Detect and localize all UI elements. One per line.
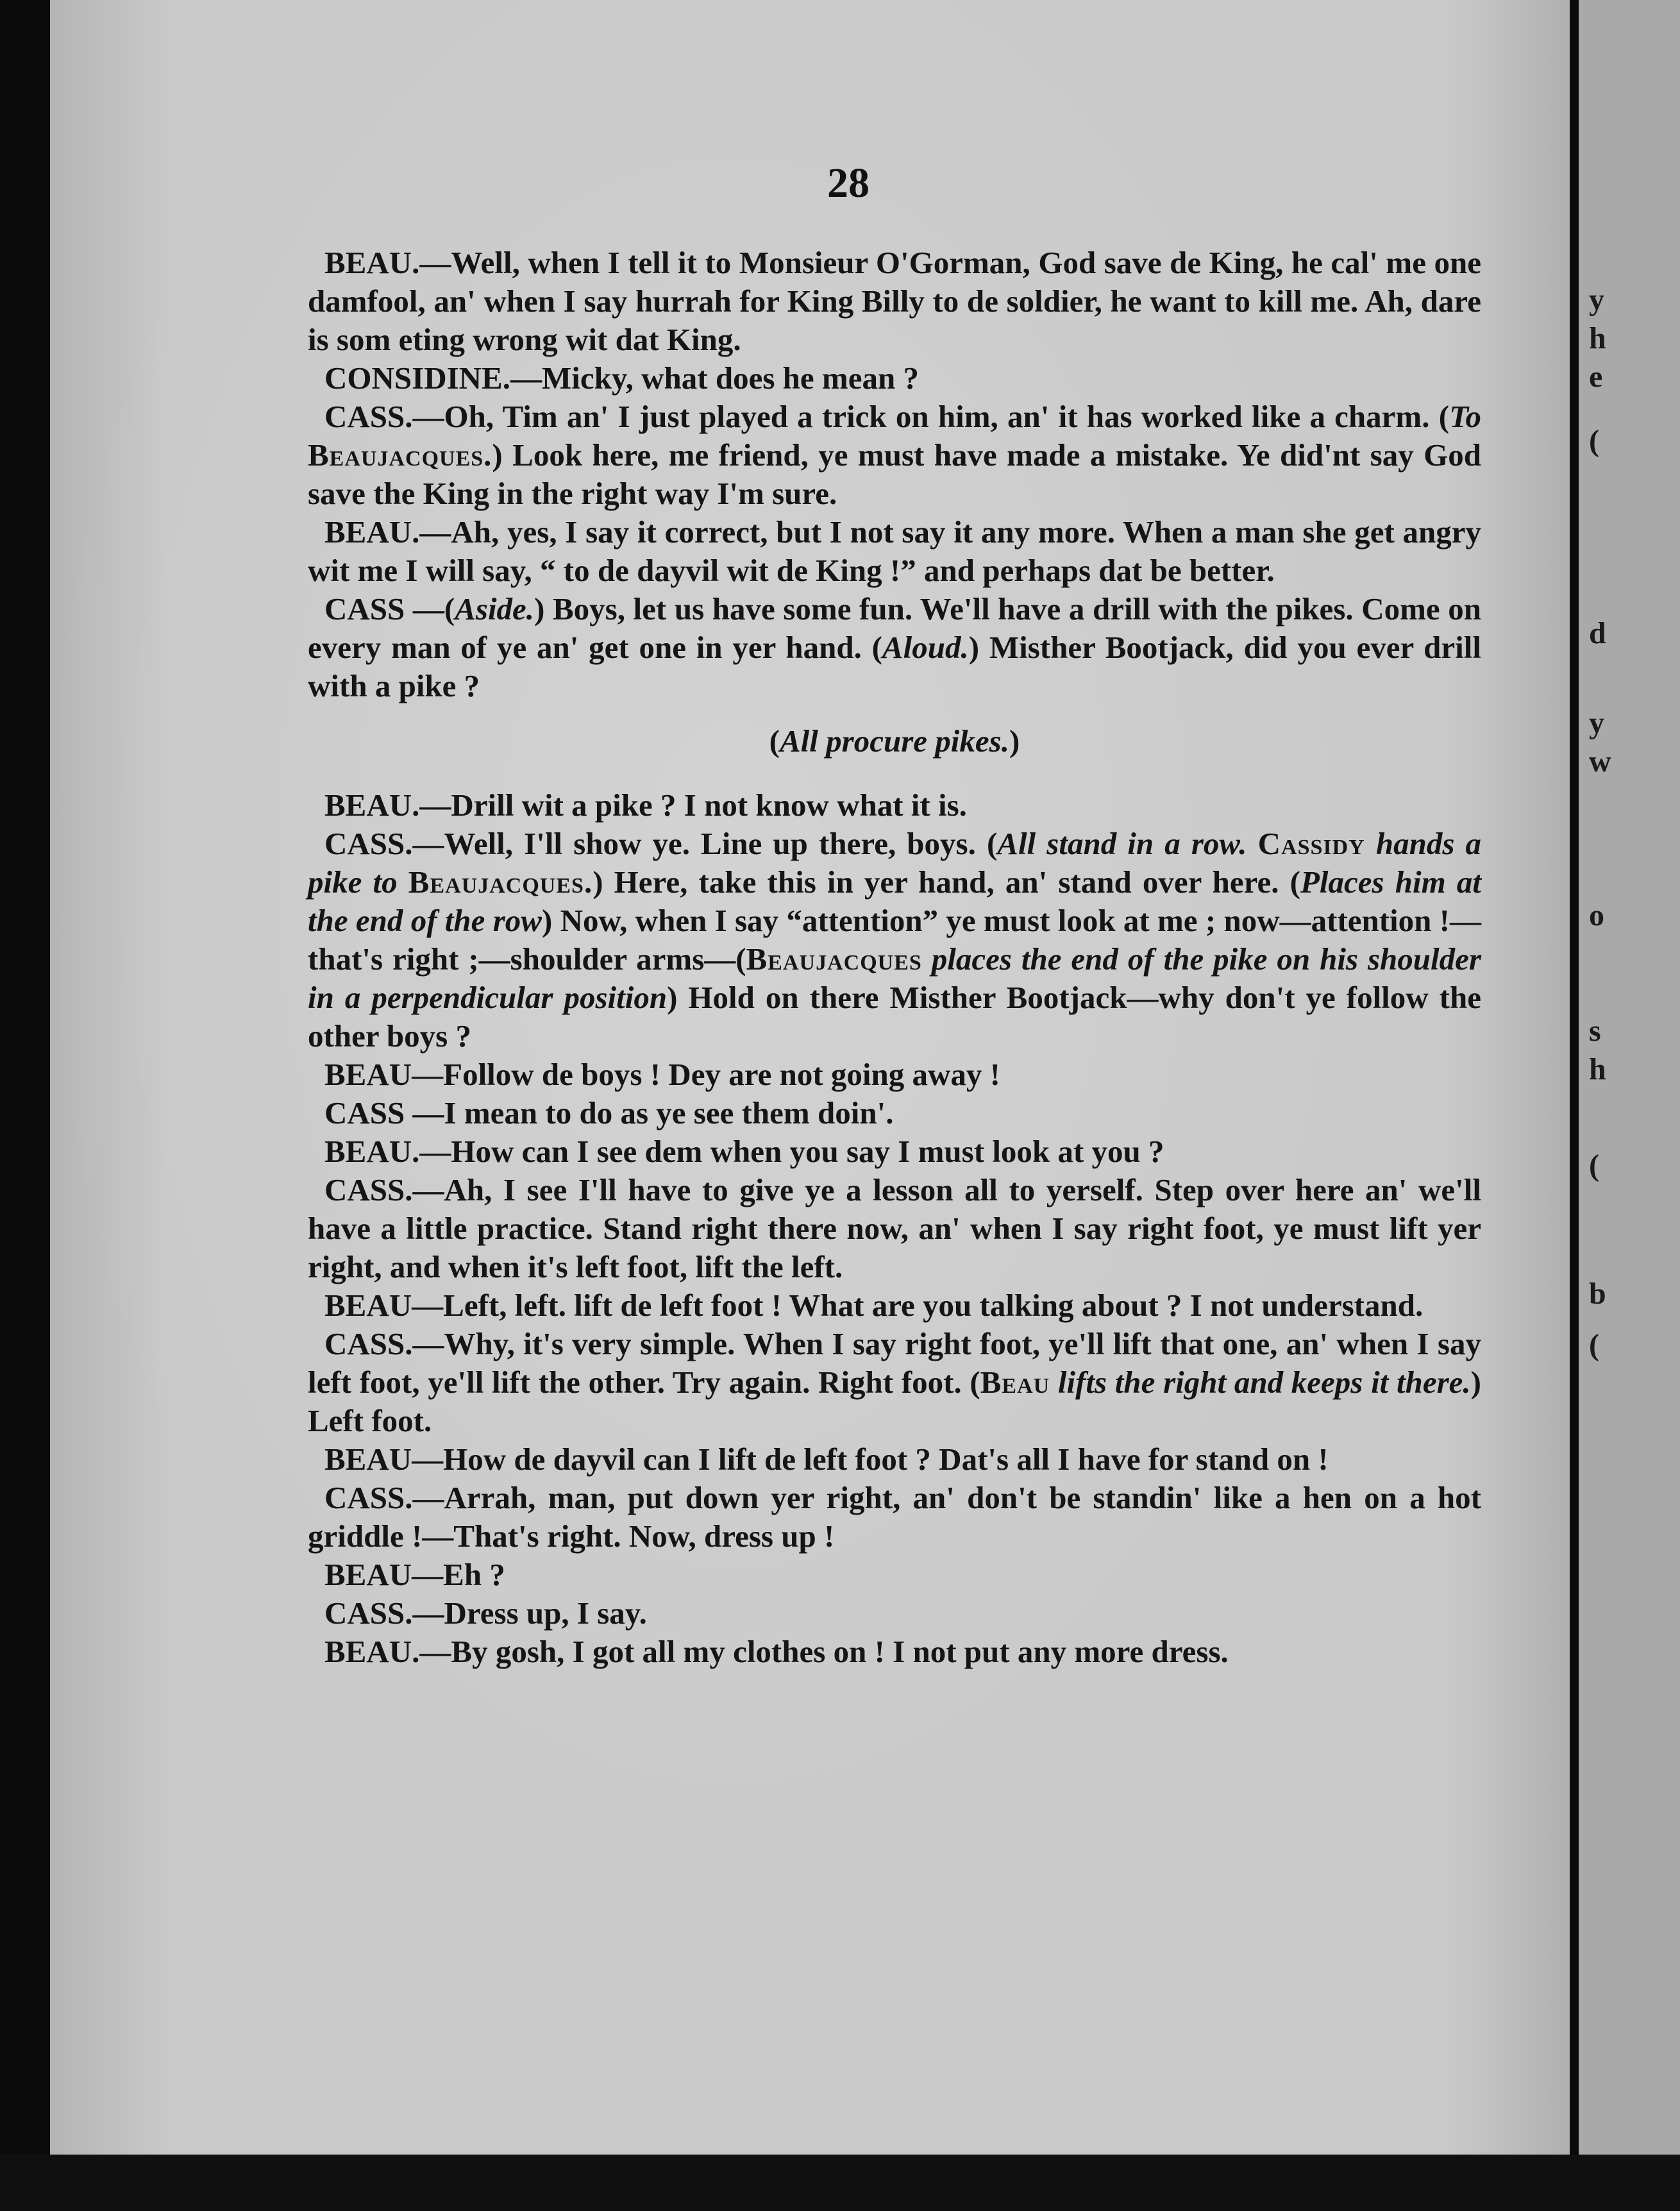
dialogue-line: [308, 513, 1481, 590]
dialogue-line: [308, 1594, 1481, 1633]
dialogue-line: [308, 1171, 1481, 1286]
margin-fragment: (: [1589, 1148, 1599, 1182]
dialogue-line: [308, 1286, 1481, 1325]
text-run: BEAU.—By gosh, I got all my clothes on ! I not put any more dress.: [324, 1634, 1229, 1669]
margin-fragment: e: [1589, 360, 1603, 394]
text-run: ) Now, when I say “attention” ye must look at me ; now—attention !—that's right ;—shoulder arms—(: [308, 903, 1482, 977]
text-run: ) Hold on there Misther Bootjack—why don't ye follow the other boys ?: [308, 980, 1481, 1054]
dialogue-line: [308, 1132, 1481, 1171]
text-run: CASS.—Well, I'll show ye. Line up there, boys. (: [324, 826, 998, 861]
text-run: CONSIDINE.—Micky, what does he mean ?: [324, 360, 919, 396]
dialogue-line: [308, 786, 1481, 825]
text-run: ) Look here, me friend, ye must have made a mistake. Ye did'nt say God save the King in the right way I'm sure.: [308, 437, 1481, 511]
italic-direction: hands a pike to: [308, 826, 1481, 900]
margin-fragment: (: [1589, 1328, 1599, 1362]
margin-fragment: d: [1589, 616, 1606, 650]
stage-direction: [308, 722, 1481, 761]
margin-fragment: b: [1589, 1277, 1606, 1311]
margin-fragment: s: [1589, 1014, 1601, 1048]
text-run: CASS —(: [324, 591, 455, 626]
adjacent-page-edge: [1579, 0, 1680, 2211]
text-run: BEAU.—Well, when I tell it to Monsieur O'Gorman, God save de King, he cal' me one damfool, an' when I say hurrah for King Billy to de soldier, he want to kill me. Ah, dare is som eting wrong wit dat King.: [308, 245, 1481, 357]
text-run: BEAU—How de dayvil can I lift de left foot ? Dat's all I have for stand on !: [324, 1442, 1329, 1477]
italic-direction: Aloud.: [882, 630, 969, 665]
italic-direction: To: [1449, 399, 1481, 434]
italic-direction: Places him at the end of the row: [308, 864, 1481, 938]
character-name: Beaujacques.: [408, 864, 593, 900]
text-run: BEAU.—Ah, yes, I say it correct, but I not say it any more. When a man she get angry wit me I will say, “ to de dayvil wit de King !” and perhaps dat be better.: [308, 514, 1481, 588]
dialogue-line: [308, 1055, 1481, 1094]
dialogue-line: [308, 359, 1481, 398]
text-run: BEAU.—How can I see dem when you say I must look at you ?: [324, 1134, 1164, 1169]
dialogue-line: [308, 825, 1481, 1055]
character-name: Beaujacques: [746, 941, 922, 977]
italic-direction: Aside.: [455, 591, 535, 626]
play-text: [308, 244, 1481, 1671]
dialogue-line: [308, 1479, 1481, 1556]
dialogue-line: [308, 244, 1481, 359]
margin-fragment: w: [1589, 744, 1611, 778]
text-run: ): [1009, 723, 1020, 759]
margin-fragment: h: [1589, 1052, 1606, 1086]
margin-fragment: h: [1589, 321, 1606, 355]
text-run: CASS.—Ah, I see I'll have to give ye a lesson all to yerself. Step over here an' we'll have a little practice. Stand right there now, an' when I say right foot, ye must lift yer right, and when it's left foot, lift the left.: [308, 1172, 1481, 1284]
dialogue-line: [308, 1440, 1481, 1479]
dialogue-line: [308, 1325, 1481, 1440]
italic-direction: All procure pikes.: [780, 723, 1009, 759]
character-name: Beaujacques.: [308, 437, 492, 473]
character-name: Beau: [980, 1365, 1050, 1400]
text-run: CASS.—Oh, Tim an' I just played a trick on him, an' it has worked like a charm. (: [324, 399, 1450, 434]
text-run: BEAU—Follow de boys ! Dey are not going away !: [324, 1057, 1000, 1092]
text-run: BEAU—Eh ?: [324, 1557, 505, 1592]
page-number: 28: [827, 160, 869, 206]
dialogue-line: [308, 1556, 1481, 1594]
text-run: (: [769, 723, 780, 759]
text-run: CASS —I mean to do as ye see them doin'.: [324, 1095, 894, 1131]
margin-fragment: y: [1589, 283, 1604, 317]
text-run: [1247, 826, 1258, 861]
dialogue-line: [308, 590, 1481, 705]
dialogue-line: [308, 1094, 1481, 1132]
margin-fragment: o: [1589, 898, 1604, 932]
text-run: ) Boys, let us have some fun. We'll have a drill with the pikes. Come on every man of ye an' get one in yer hand. (: [308, 591, 1482, 665]
margin-fragment: (: [1589, 424, 1599, 458]
text-run: CASS.—Why, it's very simple. When I say right foot, ye'll lift that one, an' when I say left foot, ye'll lift the other. Try again. Right foot. (: [308, 1326, 1481, 1400]
italic-direction: places the end of the pike on his shoulder in a perpendicular position: [308, 941, 1481, 1015]
text-run: CASS.—Arrah, man, put down yer right, an' don't be standin' like a hen on a hot griddle !—That's right. Now, dress up !: [308, 1480, 1481, 1554]
text-run: ) Misther Bootjack, did you ever drill with a pike ?: [308, 630, 1481, 703]
text-run: CASS.—Dress up, I say.: [324, 1595, 647, 1631]
italic-direction: lifts the right and keeps it there.: [1050, 1365, 1471, 1400]
margin-fragment: y: [1589, 706, 1604, 740]
text-run: ) Left foot.: [308, 1365, 1481, 1438]
scan-border: [0, 2155, 1680, 2211]
dialogue-line: [308, 1633, 1481, 1671]
text-run: ) Here, take this in yer hand, an' stand over here. (: [592, 864, 1300, 900]
dialogue-line: [308, 398, 1481, 513]
character-name: Cassidy: [1257, 826, 1365, 861]
text-run: BEAU.—Drill wit a pike ? I not know what it is.: [324, 787, 967, 823]
italic-direction: All stand in a row.: [997, 826, 1247, 861]
text-run: BEAU—Left, left. lift de left foot ! What are you talking about ? I not understand.: [324, 1288, 1424, 1323]
